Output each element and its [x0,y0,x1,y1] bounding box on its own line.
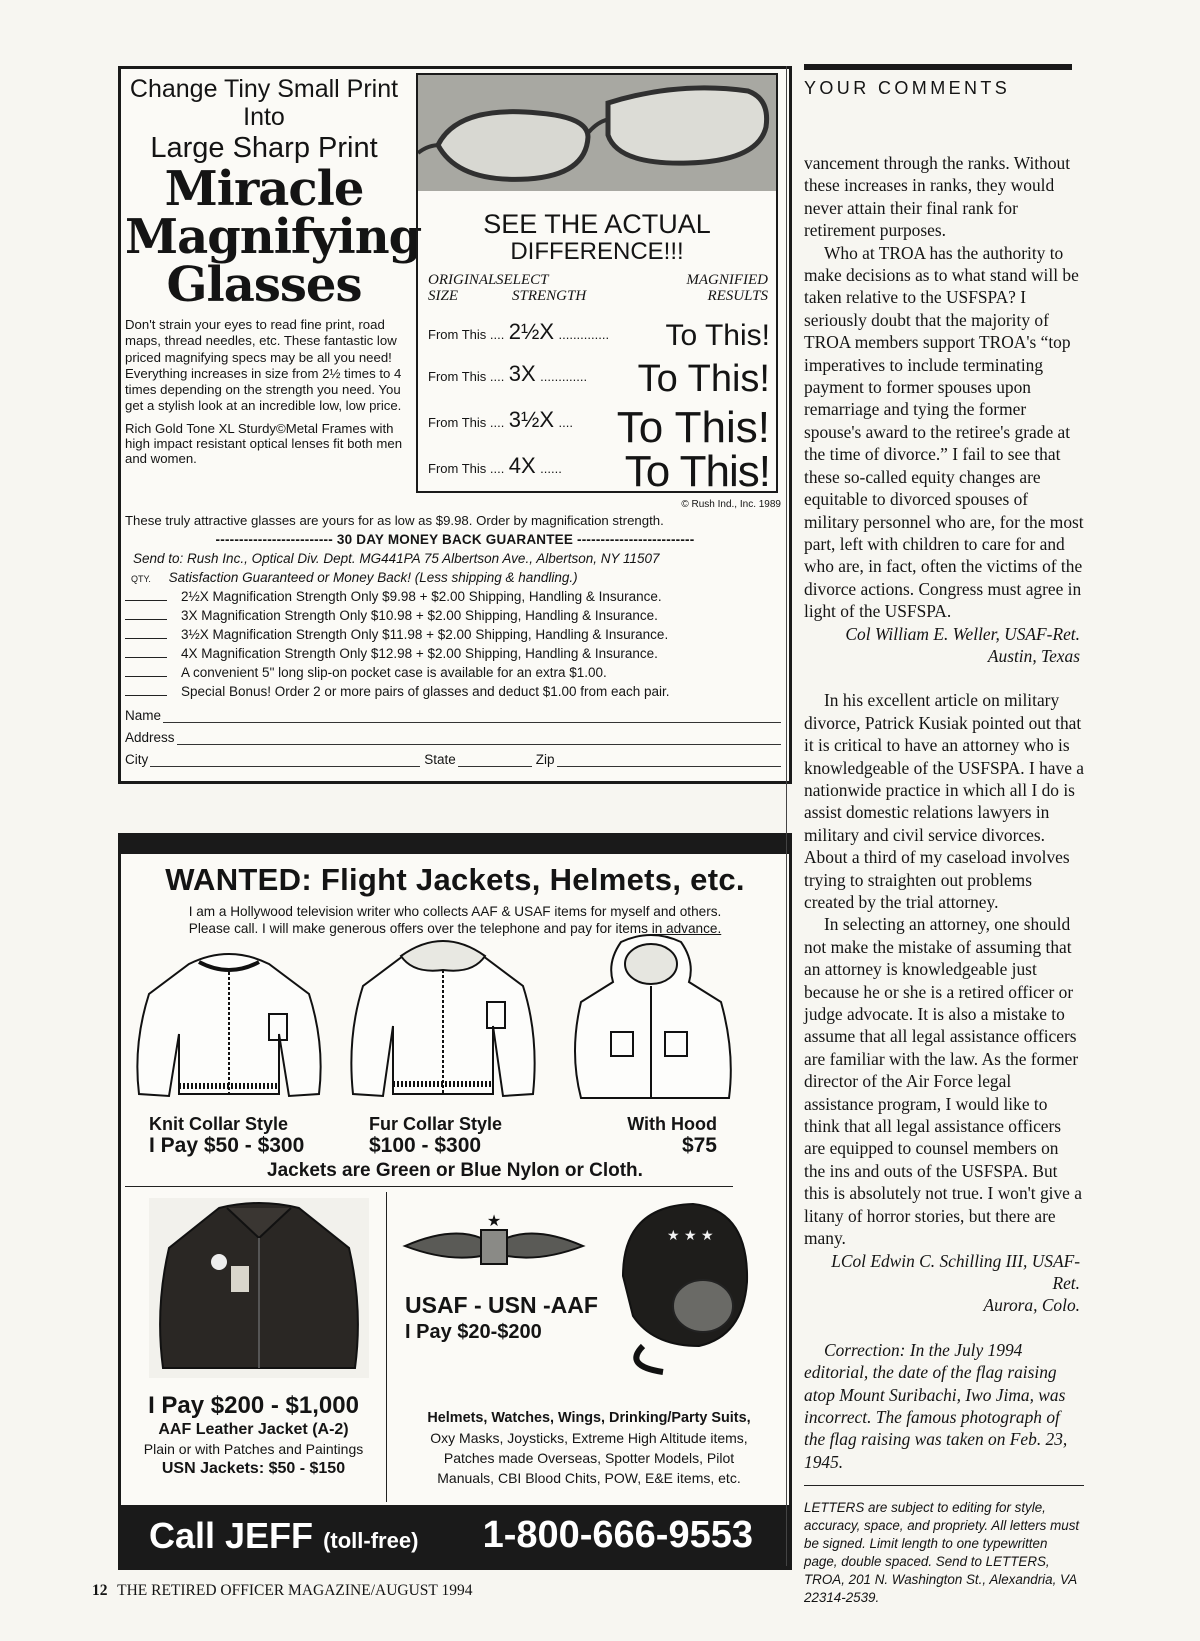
caption-line: Knit Collar Style [149,1114,289,1134]
name-input-line[interactable] [163,711,781,723]
usaf-caption [405,1292,598,1346]
header-select: SELECT [496,272,549,288]
caption-line: AAF Leather Jacket (A-2) [158,1421,349,1438]
row-from: From This .... [428,369,505,384]
magnification-row [428,447,770,497]
header-results: RESULTS [707,288,768,304]
row-strength: 3½X [508,407,555,432]
knit-collar-jacket-illustration [129,944,329,1104]
fur-collar-jacket-illustration [343,926,543,1104]
qty-blank[interactable] [125,684,167,696]
name-field[interactable] [125,701,785,723]
row-result: To This! [637,358,770,400]
caption-line: Plain or with Patches and Paintings [143,1441,364,1457]
row-result: To This! [624,447,770,496]
row-dots: .... [558,415,573,430]
divider [125,1186,733,1187]
header-size: SIZE [428,288,458,304]
items-line: Helmets, Watches, Wings, Drinking/Party Suits, [427,1410,751,1426]
row-result: To This! [665,319,770,352]
letter-signature: LCol Edwin C. Schilling III, USAF-Ret. [831,1250,1080,1293]
pilot-wings-photo [401,1212,587,1282]
address-label: Address [125,730,175,745]
order-option: Special Bonus! Order 2 or more pairs of glasses and deduct $1.00 from each pair. [181,684,670,699]
section-bar [804,64,1072,70]
frames-text: Rich Gold Tone XL Sturdy©Metal Frames with high impact resistant optical lenses fit both men and women. [125,420,403,466]
letter-signature: Col William E. Weller, USAF-Ret. [845,623,1080,644]
flight-jackets-ad [118,833,792,1570]
order-option-row[interactable] [125,606,785,625]
letter-paragraph: In his excellent article on military divorce, Patrick Kusiak pointed out that it is critical to have an attorney who is knowledgeable of the USFSPA. I have a nationwide practice in which all I do is assist domestic relations lawyers in military and civil service divorces. About a third of my caseload involves trying to straighten out problems created by the trial attorney. [804,690,1084,912]
comparison-title-line: DIFFERENCE!!! [510,238,684,265]
flight-helmet-photo [603,1196,753,1376]
svg-text:★ ★ ★: ★ ★ ★ [667,1228,714,1244]
leather-jacket-caption [121,1392,386,1479]
header-original: ORIGINAL [428,272,497,288]
items-line: Oxy Masks, Joysticks, Extreme High Altitude items, [430,1430,748,1446]
hooded-parka-illustration [561,932,739,1104]
section-title: YOUR COMMENTS [804,78,1011,98]
guarantee-banner: ------------------------- 30 DAY MONEY BACK GUARANTEE ------------------------- [215,532,695,547]
glasses-photo [418,75,776,191]
headline-big: Magnifying [125,209,422,265]
state-input-line[interactable] [458,755,532,767]
headline-big: Glasses [166,257,362,313]
order-option-row[interactable] [125,625,785,644]
fur-collar-caption [369,1114,502,1156]
row-dots: ...... [540,461,562,476]
headline-big: Miracle [164,161,364,217]
satisfaction-text: Satisfaction Guaranteed or Money Back! (Less shipping & handling.) [168,570,578,585]
qty-blank[interactable] [125,627,167,639]
call-text [149,1515,418,1557]
caption-price: $75 [681,1134,717,1157]
phone-number[interactable]: 1-800-666-9553 [482,1514,753,1556]
city-label: City [125,752,149,767]
headline-line: Change Tiny Small Print [129,75,399,103]
page-number: 12 [92,1582,108,1599]
satisfaction-row [125,568,785,587]
state-label: State [424,752,456,767]
order-option-row[interactable] [125,587,785,606]
order-option: 4X Magnification Strength Only $12.98 + $2.00 Shipping, Handling & Insurance. [181,646,658,661]
address-field[interactable] [125,723,785,745]
magazine-name: THE RETIRED OFFICER MAGAZINE/AUGUST 1994 [117,1582,473,1599]
ad-body-text: Don't strain your eyes to read fine print, road maps, thread needles, etc. These fantastic low priced magnifying specs may be all you need! Everything increases in size from 2½ times to 4 times depending on the strength you need. You get a stylish look at an incredible low, low price. [125,317,402,414]
row-from: From This .... [428,327,505,342]
divider [386,1192,387,1502]
row-from: From This .... [428,461,505,476]
send-to-address: Send to: Rush Inc., Optical Div. Dept. MG441PA 75 Albertson Ave., Albertson, NY 11507 [133,551,660,566]
correction-note: Correction: In the July 1994 editorial, the date of the flag raising atop Mount Suribachi, Iwo Jima, was incorrect. The famous photograph of the flag raising was taken on Feb. 23, 1945. [804,1339,1068,1472]
caption-price: I Pay $20-$200 [405,1321,542,1343]
caption-line: USAF - USN -AAF [405,1292,598,1318]
order-form [121,499,789,767]
intro-underlined: in advance. [651,921,722,936]
items-line: Manuals, CBI Blood Chits, POW, E&E items, etc. [437,1470,741,1486]
toll-free-label: (toll-free) [323,1528,419,1553]
header-magnified: MAGNIFIED [686,272,768,288]
comparison-box [416,73,778,496]
row-from: From This .... [428,415,505,430]
letter-location: Austin, Texas [987,645,1080,666]
qty-label: QTY. [131,574,151,584]
intro-text: Please call. I will make generous offers over the telephone and pay for items [188,921,652,936]
comparison-title [418,211,776,266]
magnification-row [428,319,770,353]
order-option: 3X Magnification Strength Only $10.98 + $2.00 Shipping, Handling & Insurance. [181,608,658,623]
letter-location: Aurora, Colo. [983,1295,1080,1316]
letters-text [804,152,1084,1607]
caption-price: $100 - $300 [369,1134,482,1157]
header-strength: STRENGTH [512,288,587,304]
caption-line: With Hood [627,1114,717,1134]
qty-blank[interactable] [125,665,167,677]
order-option-row[interactable] [125,644,785,663]
caption-price: I Pay $200 - $1,000 [148,1392,359,1419]
divider [804,1485,1084,1486]
caption-price: I Pay $50 - $300 [149,1134,305,1157]
magnification-row [428,358,770,401]
comparison-title-line: SEE THE ACTUAL [483,209,711,239]
city-input-line[interactable] [150,755,420,767]
headline-line: Large Sharp Print [150,132,378,164]
zip-label: Zip [535,752,555,767]
intro-line: I am a Hollywood television writer who collects AAF & USAF items for myself and others. [188,904,722,919]
ad-copy [121,69,422,499]
row-strength: 3X [508,361,536,386]
caption-line: Fur Collar Style [369,1114,503,1134]
page-footer [92,1582,472,1600]
order-option-row[interactable] [125,663,785,682]
address-input-line[interactable] [177,733,781,745]
order-option: 3½X Magnification Strength Only $11.98 + $2.00 Shipping, Handling & Insurance. [181,627,669,642]
ad-headline: WANTED: Flight Jackets, Helmets, etc. [165,862,745,897]
call-bar [121,1505,789,1567]
headline-line: Into [243,103,285,131]
with-hood-caption [597,1114,717,1156]
items-list [393,1408,785,1488]
price-line: These truly attractive glasses are yours for as low as $9.98. Order by magnification strength. [125,513,664,528]
order-option: 2½X Magnification Strength Only $9.98 + $2.00 Shipping, Handling & Insurance. [181,589,662,604]
call-name: Call JEFF [149,1515,314,1556]
zip-input-line[interactable] [557,755,781,767]
order-option: A convenient 5" long slip-on pocket case is available for an extra $1.00. [181,665,607,680]
letters-policy: LETTERS are subject to editing for style, accuracy, space, and propriety. All letters must be signed. Limit length to one typewritten page, double spaced. Send to LETTERS, TROA, 201 N. Washington St., Alexandria, VA 22314-2539. [804,1500,1080,1606]
city-state-zip-field[interactable] [125,745,785,767]
svg-text:★: ★ [486,1212,502,1230]
qty-blank[interactable] [125,589,167,601]
letter-paragraph: In selecting an attorney, one should not make the mistake of assuming that an attorney is knowledgeable just because he or she is a retired officer or judge advocate. It is also a mistake to assume that all legal assistance officers are familiar with the law. As the former director of the Air Force legal assistance program, I would like to think that all legal assistance officers are equipped to counsel members on the ins and outs of the USFSPA. But this is absolutely not true. I won't give a litany of horror stories, but there are many. [804,914,1082,1249]
qty-blank[interactable] [125,608,167,620]
row-strength: 4X [508,453,536,478]
row-result: To This! [616,403,770,452]
letter-paragraph: vancement through the ranks. Without these increases in ranks, they would never attain their final rank for retirement purposes. [804,153,1071,241]
column-divider [786,66,787,1566]
qty-blank[interactable] [125,646,167,658]
row-dots: ............. [540,369,588,384]
caption-line: USN Jackets: $50 - $150 [161,1460,346,1477]
row-dots: .............. [558,327,610,342]
items-line: Patches made Overseas, Spotter Models, Pilot [443,1450,735,1466]
order-option-row[interactable] [125,682,785,701]
copyright: © Rush Ind., Inc. 1989 [681,499,781,510]
knit-collar-caption [149,1114,304,1156]
row-strength: 2½X [508,319,555,344]
name-label: Name [125,708,162,723]
letter-paragraph: Who at TROA has the authority to make decisions as to what stand will be taken relative to the USFSPA? I seriously doubt that the majority of TROA members support TROA's “top imperatives to include terminating payment to former spouses upon remarriage and tying the former spouse's award to the retiree's grade at the time of divorce.” I fail to see that these so-called equity changes are equitable to divorced spouses of military personnel who are, for the most part, left with children to care for and who are, in fact, often the victims of the divorce actions. Congress must agree in light of the USFSPA. [804,242,1084,622]
ad-top-bar [121,836,789,854]
materials-note: Jackets are Green or Blue Nylon or Cloth. [267,1160,643,1181]
leather-jacket-photo [149,1198,369,1378]
magnifying-glasses-ad [118,66,792,784]
